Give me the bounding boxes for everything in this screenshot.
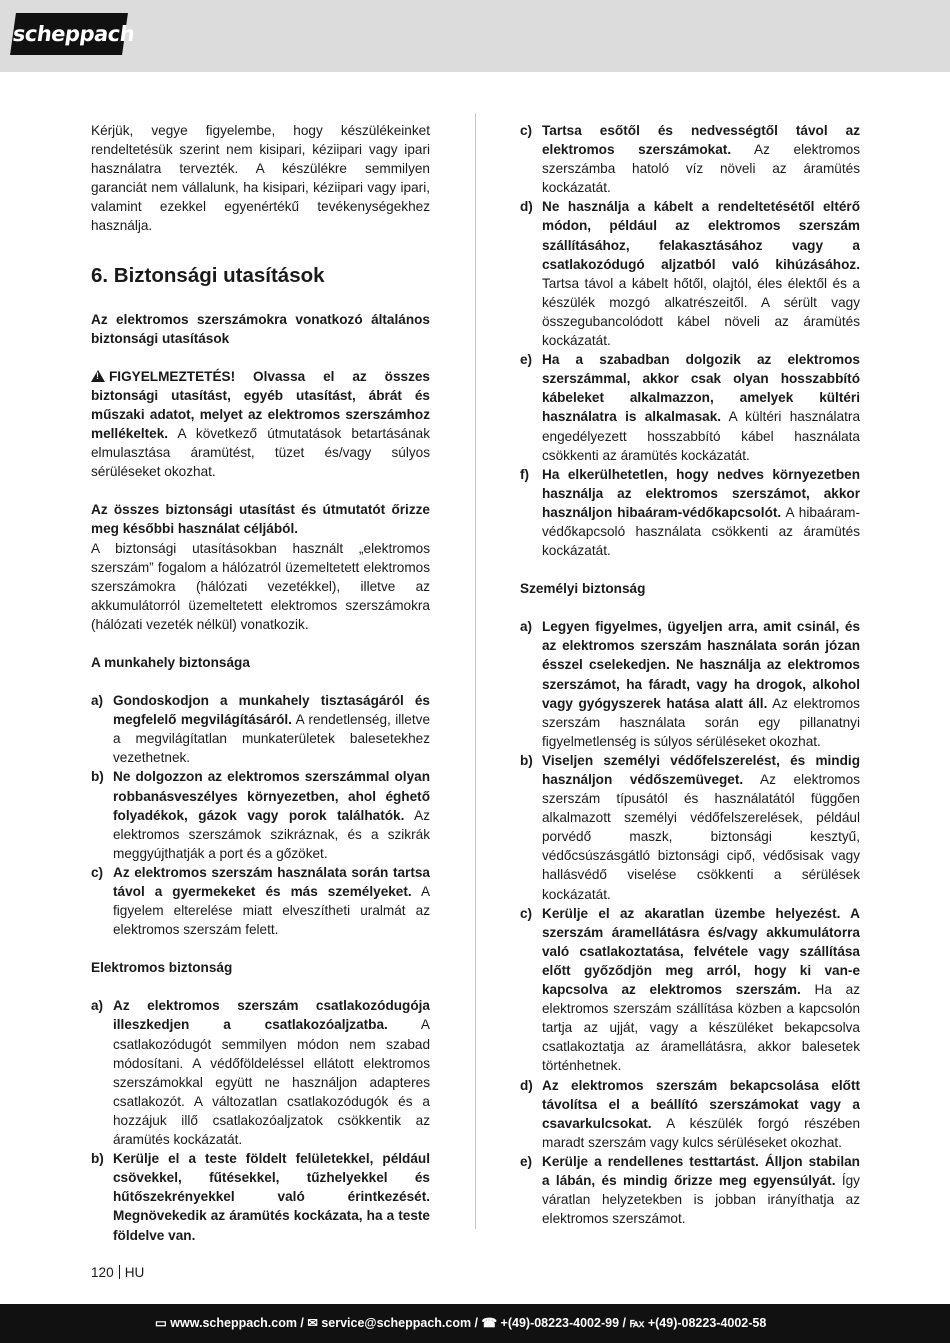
list-item <box>520 197 860 350</box>
list-text: A hibaáram-védőkapcsoló használata csökkenti az áramütés kockázatát. <box>542 504 861 559</box>
list-letter: b) <box>91 769 104 785</box>
right-column <box>520 121 860 1228</box>
list-bold: Kerülje el az akaratlan üzembe helyezést. A szerszám áramellátásra és/vagy akkumulátorra való csatlakoztatása, felvétele vagy szállítása előtt győződjön meg arról, hogy ki van-e kapcsolva az elektromos szerszám. <box>542 905 860 998</box>
list-item <box>520 751 860 904</box>
list-item <box>520 617 860 751</box>
list-bold: Ne használja a kábelt a rendeltetésétől eltérő módon, például az elektromos szerszám szállításához, felakasztásához vagy a csatlakozódugó aljzatból való kihúzásához. <box>542 199 860 272</box>
brand-logo: scheppach <box>10 13 128 55</box>
list-bold: Viseljen személyi védőfelszerelést, és mindig használjon védőszemüveget. <box>542 752 860 787</box>
list-letter: d) <box>520 199 533 215</box>
list-text: A készülék forgó részében maradt szerszám vagy kulcs sérüléseket okozhat. <box>542 1115 860 1150</box>
left-column <box>91 121 430 1245</box>
list-letter: d) <box>520 1077 533 1093</box>
list-bold: Tartsa esőtől és nedvességtől távol az elektromos szerszámokat. <box>542 123 860 158</box>
list-item <box>520 465 860 560</box>
page-number-block <box>91 1265 144 1280</box>
list-text: A csatlakozódugót semmilyen módon nem szabad módosítani. A védőföldeléssel ellátott elektromos szerszámokkal együtt ne használjon adapteres csatlakozót. A változatlan csatlakozódugók és a hozzájuk illő csatlakozóaljzatok csökkentik az áramütés kockázatát. <box>113 1017 430 1148</box>
list-text: Az elektromos szerszámok szikráznak, és a szikrák meggyújthatják a port és a gőzöket. <box>113 807 431 861</box>
list-bold: Az elektromos szerszám használata során tartsa távol a gyermekeket és más személyeket. <box>113 864 430 899</box>
list-letter: b) <box>91 1151 104 1167</box>
list-item <box>91 691 430 767</box>
personal-heading: Személyi biztonság <box>520 581 646 597</box>
list-item <box>520 121 860 197</box>
list-bold: Ha elkerülhetetlen, hogy nedves környezetben használja az elektromos szerszámot, akkor használjon hibaáram-védőkapcsolót. <box>542 466 860 520</box>
list-bold: Kerülje a rendellenes testtartást. Álljon stabilan a lábán, és mindig őrizze meg egyensúlyát. <box>542 1153 860 1188</box>
list-letter: c) <box>520 123 533 138</box>
list-item <box>520 1152 860 1228</box>
list-letter: a) <box>91 998 104 1014</box>
language-code: HU <box>124 1265 145 1280</box>
page-separator <box>119 1265 120 1279</box>
list-letter: c) <box>91 864 104 880</box>
list-text: Ha az elektromos szerszám szállítása közben a kapcsolón tartja az ujját, vagy a készüléket bekapcsolva csatlakoztatja az áramellátásra, akkor balesetek történhetnek. <box>542 982 861 1074</box>
list-letter: a) <box>91 693 104 709</box>
warning-paragraph <box>91 367 430 482</box>
workplace-heading: A munkahely biztonsága <box>91 654 250 670</box>
list-bold: Ha a szabadban dolgozik az elektromos szerszámmal, akkor csak olyan hosszabbító kábeleket alkalmazzon, amelyek kültéri használatra is alkalmasak. <box>542 352 860 425</box>
list-bold: Gondoskodjon a munkahely tisztaságáról és megfelelő megvilágításáról. <box>113 693 430 728</box>
list-bold: Az elektromos szerszám bekapcsolása előtt távolítsa el a beállító szerszámokat vagy a csavarkulcsokat. <box>542 1077 860 1131</box>
list-item <box>91 996 430 1149</box>
warning-bold: FIGYELMEZTETÉS! Olvassa el az összes biztonsági utasítást, egyéb utasítást, ábrát és műszaki adatot, melyet az elektromos szerszámhoz mellékeltek. <box>91 368 430 442</box>
contact-text: www.scheppach.com / ✉ service@scheppach.com / ☎ +(49)-08223-4002-99 / ℻ +(49)-08223-4002-58 <box>170 1316 767 1330</box>
header-bar <box>0 0 950 72</box>
personal-list <box>520 617 860 1228</box>
keep-heading: Az összes biztonsági utasítást és útmutatót őrizze meg későbbi használat céljából. <box>91 502 430 537</box>
electrical-heading: Elektromos biztonság <box>91 960 233 976</box>
list-letter: a) <box>520 619 533 635</box>
list-letter: c) <box>520 905 533 921</box>
workplace-list <box>91 691 430 939</box>
general-heading: Az elektromos szerszámokra vonatkozó általános biztonsági utasítások <box>91 311 430 346</box>
list-item <box>91 1149 430 1244</box>
warning-text: A következő útmutatások betartásának elmulasztása áramütést, tüzet és/vagy súlyos sérüléseket okozhat. <box>91 426 430 480</box>
keep-paragraph: A biztonsági utasításokban használt „elektromos szerszám” fogalom a hálózatról üzemeltetett elektromos szerszámokra (hálózati vezetékkel), illetve az akkumulátorról üzemeltetett elektromos szerszámokra (hálózati vezeték nélkül) vonatkozik. <box>91 540 430 632</box>
list-text: A rendetlenség, illetve a megvilágítatlan munkaterületek balesetekhez vezethetnek. <box>113 712 431 766</box>
list-text: A kültéri használatra engedélyezett hosszabbító kábel használata csökkenti az áramütés kockázatát. <box>542 409 861 463</box>
list-text: Így váratlan helyzetekben is jobban irányíthatja az elektromos szerszámot. <box>542 1172 860 1227</box>
list-item <box>91 767 430 862</box>
list-letter: e) <box>520 352 533 368</box>
contact-line <box>155 1304 766 1343</box>
page-number: 120 <box>91 1265 114 1280</box>
section-title: 6. Biztonsági utasítások <box>91 263 325 287</box>
warning-icon <box>91 370 105 382</box>
list-letter: f) <box>520 466 530 482</box>
list-bold: Kerülje el a teste földelt felületekkel, például csövekkel, fűtésekkel, tűzhelyekkel és hűtőszekrényekkel való érintkezését. Megnövekedik az áramütés kockázata, ha a teste földelve van. <box>113 1151 430 1243</box>
list-text: Tartsa távol a kábelt hőtől, olajtól, éles élektől és a készülék mozgó alkatrészeitől. A sérült vagy összegubancolódott kábel növeli az áramütés kockázatát. <box>542 275 860 349</box>
list-item <box>520 904 860 1076</box>
list-item <box>520 350 860 465</box>
list-letter: b) <box>520 752 533 768</box>
electrical-list-right <box>520 121 860 560</box>
list-text: Az elektromos szerszám használata során egy pillanatnyi figyelmetlenség is súlyos sérüléseket okozhat. <box>542 695 860 749</box>
list-item <box>91 863 430 939</box>
list-bold: Legyen figyelmes, ügyeljen arra, amit csinál, és az elektromos szerszám használata során józan ésszel cselekedjen. Ne használja az elektromos szerszámot, ha fáradt, vagy ha drogok, alkohol vagy gyógyszerek hatása alatt áll. <box>542 619 860 711</box>
electrical-list-left <box>91 996 430 1244</box>
list-bold: Az elektromos szerszám csatlakozódugója illeszkedjen a csatlakozóaljzatba. <box>113 998 430 1033</box>
list-text: Az elektromos szerszám típusától és használatától függően alkalmazott személyi védőfelszerelések, például porvédő maszk, biztonsági kesztyű, védőcsúszásgátló biztonsági cipő, védősisak vagy hallásvédő viselése csökkenti a sérülések kockázatát. <box>542 772 860 902</box>
list-item <box>520 1076 860 1152</box>
list-bold: Ne dolgozzon az elektromos szerszámmal olyan robbanásveszélyes környezetben, ahol éghető folyadékok, gázok vagy porok találhatók. <box>113 769 430 823</box>
monitor-icon: ▭ <box>155 1316 171 1330</box>
list-letter: e) <box>520 1153 533 1169</box>
intro-paragraph: Kérjük, vegye figyelembe, hogy készülékeinket rendeltetésük szerint nem kisipari, kéziipari vagy ipari használatra tervezték. A készülékre semmilyen garanciát nem vállalunk, ha kisipari, kéziipari vagy ipari, valamint ezekkel egyenértékű tevékenységekhez használja. <box>91 123 430 234</box>
list-text: A figyelem elterelése miatt elveszítheti uralmát az elektromos szerszám felett. <box>113 884 431 938</box>
footer-bar <box>0 1304 950 1343</box>
column-divider <box>475 113 476 1229</box>
list-text: Az elektromos szerszámba hatoló víz növeli az áramütés kockázatát. <box>542 142 861 196</box>
